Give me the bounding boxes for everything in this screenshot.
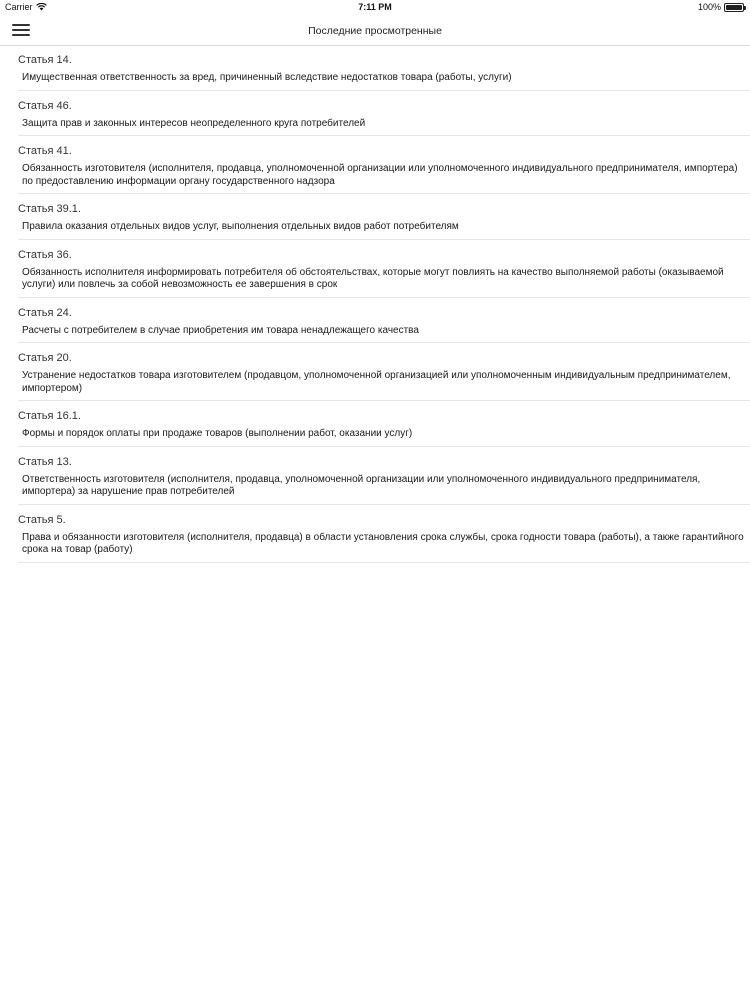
article-title: Обязанность изготовителя (исполнителя, продавца, уполномоченной организации или уполномоченного индивидуального предпринимателя, импортера) по предоставлению информации органу государственного надзора bbox=[22, 163, 738, 187]
article-number: Статья 13. bbox=[18, 455, 72, 468]
status-bar bbox=[0, 0, 750, 16]
list-item[interactable] bbox=[18, 141, 750, 194]
battery-icon bbox=[724, 3, 744, 12]
navigation-bar bbox=[0, 16, 750, 46]
list-item[interactable] bbox=[18, 452, 750, 505]
article-title: Расчеты с потребителем в случае приобретения им товара ненадлежащего качества bbox=[22, 324, 419, 336]
article-number: Статья 14. bbox=[18, 54, 72, 66]
article-number: Статья 24. bbox=[18, 306, 72, 319]
article-number: Статья 16.1. bbox=[18, 410, 81, 422]
article-title: Правила оказания отдельных видов услуг, выполнения отдельных видов работ потребителям bbox=[22, 221, 459, 232]
article-number: Статья 39.1. bbox=[18, 203, 81, 215]
article-number: Статья 41. bbox=[18, 145, 72, 157]
list-item[interactable] bbox=[18, 348, 750, 401]
article-number: Статья 36. bbox=[18, 248, 72, 261]
battery-indicator bbox=[698, 2, 744, 12]
article-number: Статья 20. bbox=[18, 352, 72, 364]
article-title: Обязанность исполнителя информировать потребителя об обстоятельствах, которые могут повлиять на качество выполняемой работы (оказываемой услуги) или повлечь за собой невозможность ее завершения в срок bbox=[22, 266, 724, 290]
list-item[interactable] bbox=[18, 96, 750, 137]
article-title: Защита прав и законных интересов неопределенного круга потребителей bbox=[22, 117, 366, 129]
article-number: Статья 46. bbox=[18, 99, 72, 112]
article-title: Ответственность изготовителя (исполнителя, продавца, уполномоченной организации или уполномоченного индивидуального предпринимателя, импортера) за нарушение прав потребителей bbox=[22, 473, 701, 497]
page-title: Последние просмотренные bbox=[308, 25, 442, 37]
clock: 7:11 PM bbox=[358, 2, 392, 12]
carrier-label: Carrier bbox=[5, 2, 33, 12]
battery-percent: 100% bbox=[697, 2, 721, 12]
article-title: Устранение недостатков товара изготовителем (продавцом, уполномоченной организацией или уполномоченным индивидуальным предпринимателем, импортером) bbox=[22, 370, 731, 394]
article-title: Формы и порядок оплаты при продаже товаров (выполнении работ, оказании услуг) bbox=[22, 428, 413, 439]
article-title: Имущественная ответственность за вред, причиненный вследствие недостатков товара (работы, услуги) bbox=[22, 72, 512, 83]
list-item[interactable] bbox=[18, 303, 750, 344]
list-item[interactable] bbox=[18, 510, 750, 563]
recent-articles-list bbox=[18, 50, 750, 568]
article-title: Права и обязанности изготовителя (исполнителя, продавца) в области установления срока службы, срока годности товара (работы), а также гарантийного срока на товар (работу) bbox=[22, 531, 744, 555]
list-item[interactable] bbox=[18, 406, 750, 447]
list-item[interactable] bbox=[18, 50, 750, 91]
list-item[interactable] bbox=[18, 199, 750, 240]
list-item[interactable] bbox=[18, 245, 750, 298]
article-number: Статья 5. bbox=[18, 513, 66, 526]
